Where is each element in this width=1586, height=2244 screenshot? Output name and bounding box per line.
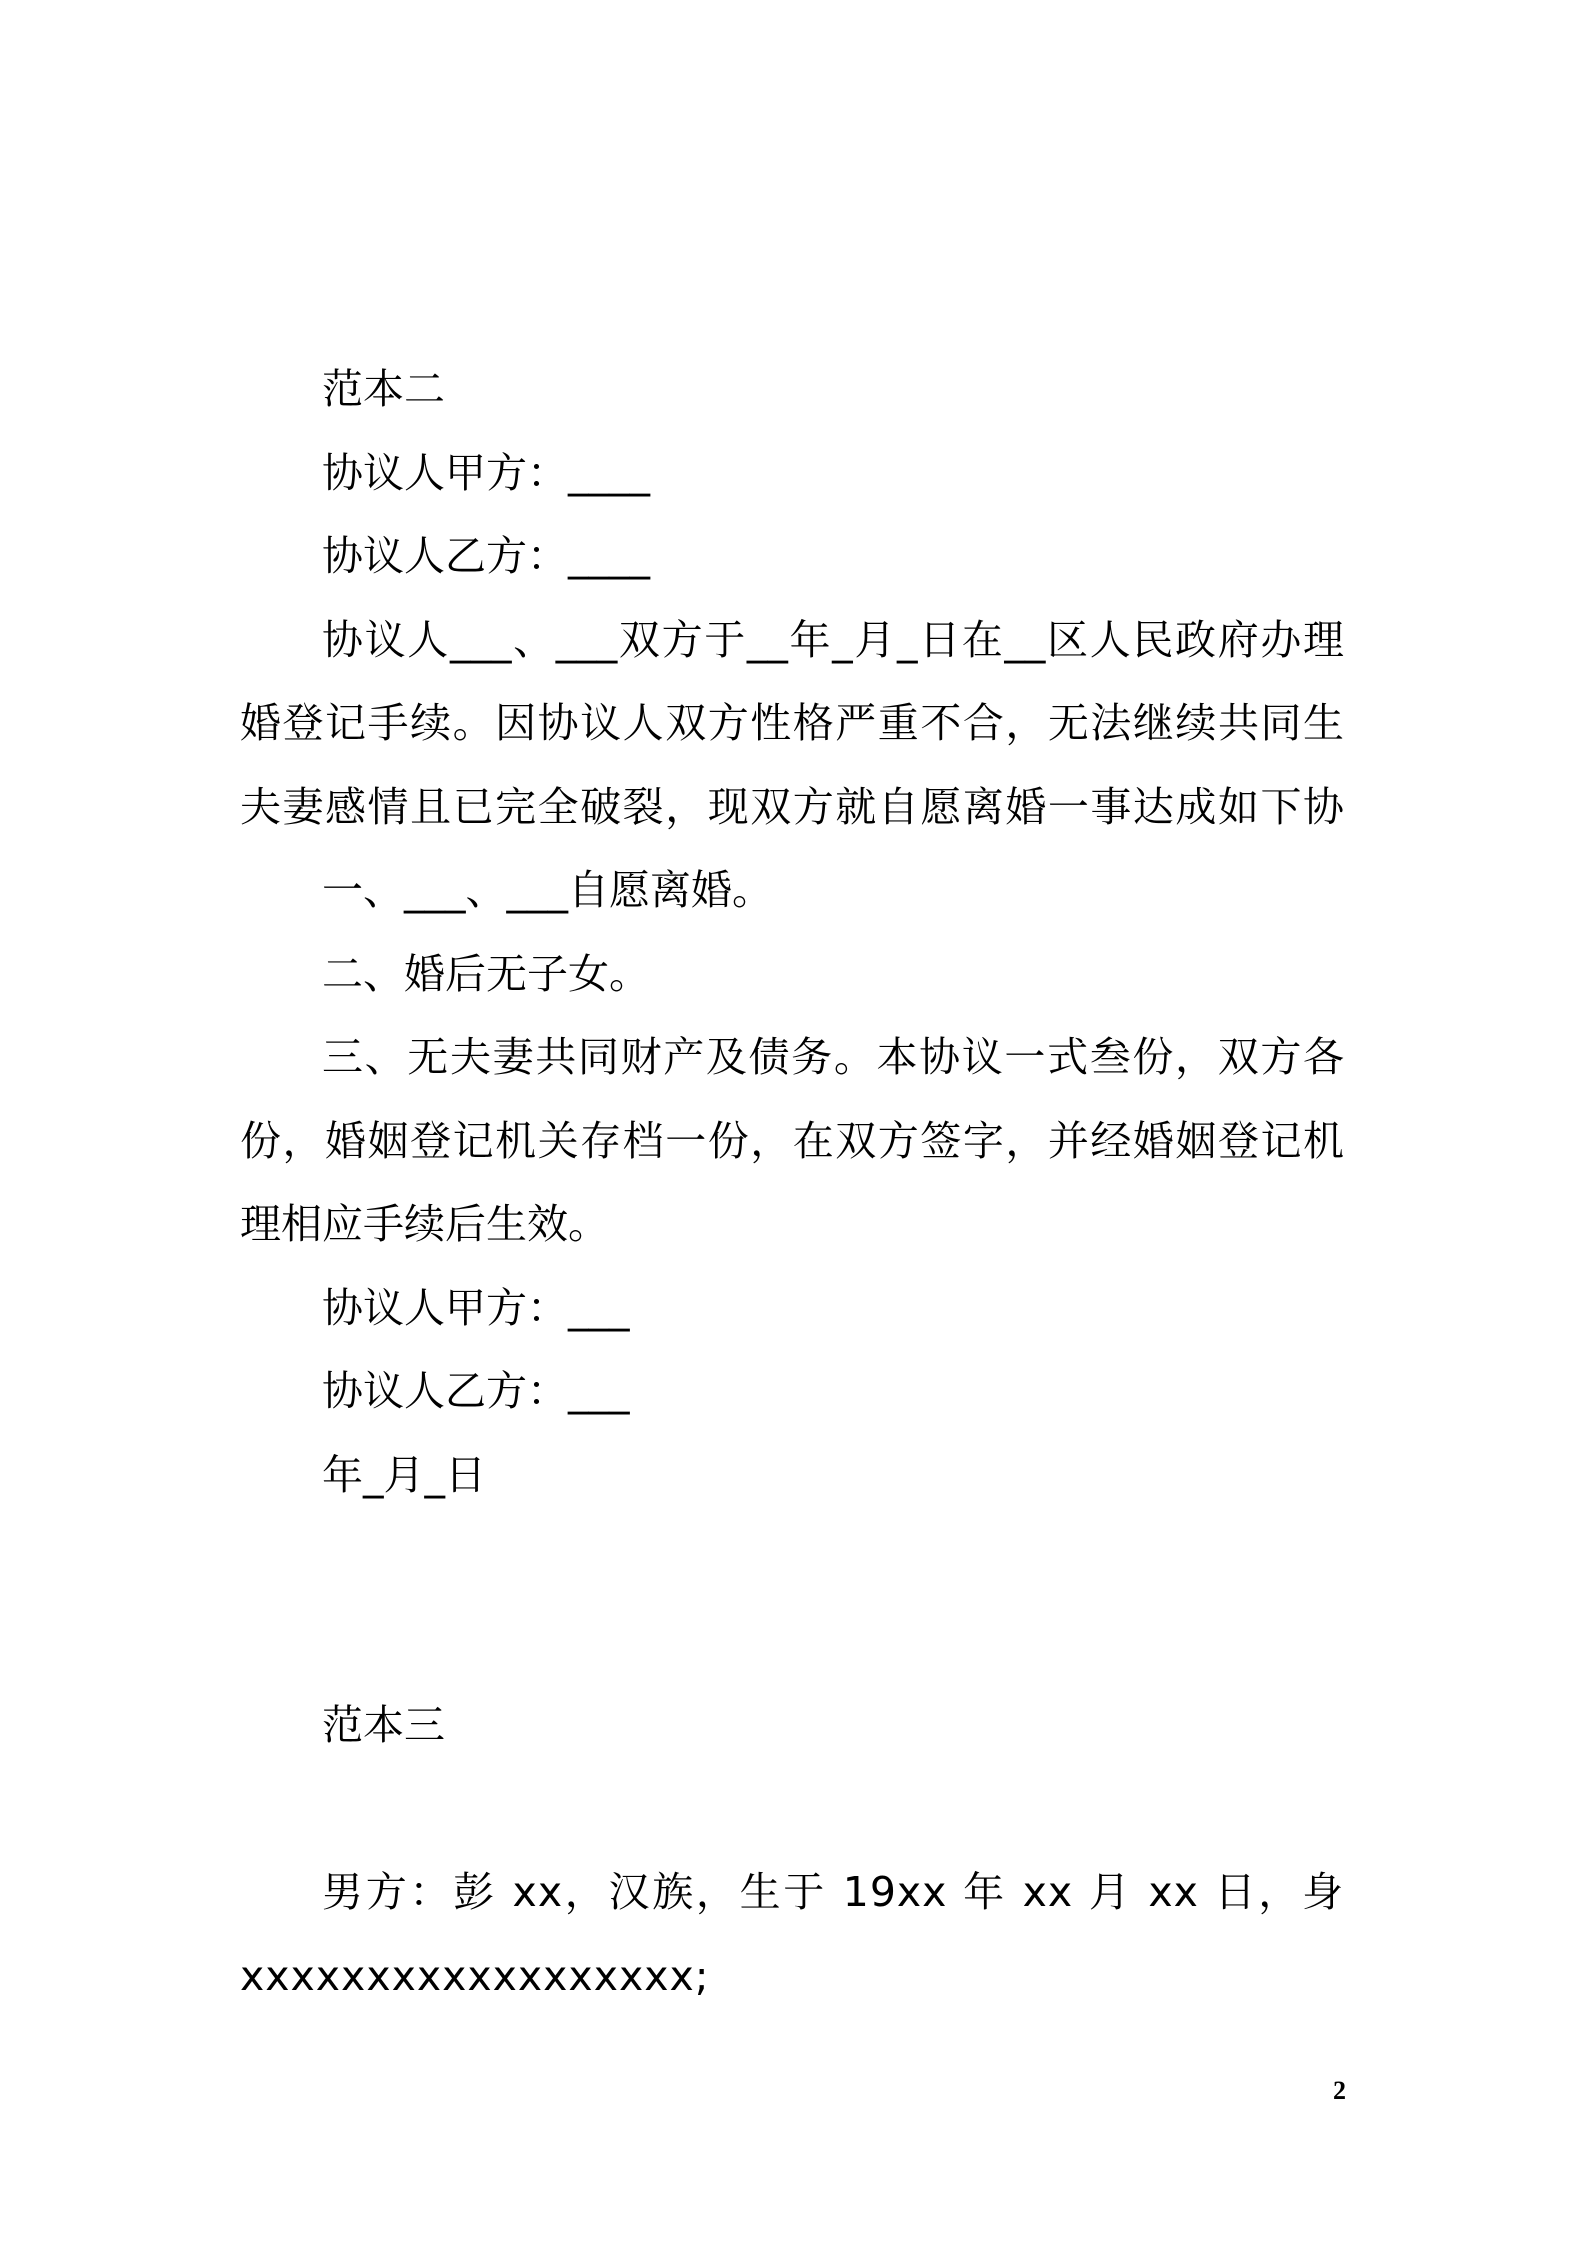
party-b-signature: 协议人乙方：___ bbox=[322, 1367, 630, 1415]
party-a-signature: 协议人甲方：___ bbox=[322, 1283, 630, 1332]
male-info-line: xxxxxxxxxxxxxxxxxx; bbox=[240, 1951, 710, 2000]
clause-3-line: 份，婚姻登记机关存档一份，在双方签字，并经婚姻登记机 bbox=[240, 1116, 1344, 1165]
blank-line bbox=[240, 1768, 1344, 1852]
male-info-paragraph bbox=[240, 1851, 1344, 2018]
signature-date: 年_月_日 bbox=[322, 1450, 486, 1499]
party-a-field-top: 协议人甲方：____ bbox=[322, 448, 650, 497]
blank-line bbox=[240, 1601, 1344, 1685]
intro-line: 夫妻感情且已完全破裂，现双方就自愿离婚一事达成如下协 bbox=[240, 782, 1344, 831]
party-b-field-top: 协议人乙方：____ bbox=[322, 532, 650, 580]
clause-3-line: 三、无夫妻共同财产及债务。本协议一式叁份，双方各 bbox=[322, 1033, 1344, 1081]
document-body bbox=[240, 348, 1344, 2018]
clause-2: 二、婚后无子女。 bbox=[322, 949, 650, 998]
clause-3-paragraph bbox=[240, 1016, 1344, 1267]
intro-line: 协议人___、___双方于__年_月_日在__区人民政府办理 bbox=[322, 615, 1344, 664]
sample3-title: 范本三 bbox=[322, 1701, 445, 1749]
clause-1: 一、___、___自愿离婚。 bbox=[322, 866, 773, 914]
intro-line: 婚登记手续。因协议人双方性格严重不合，无法继续共同生 bbox=[240, 699, 1344, 747]
intro-paragraph bbox=[240, 599, 1344, 850]
sample2-title: 范本二 bbox=[322, 365, 445, 413]
male-info-line: 男方：彭 xx，汉族，生于 19xx 年 xx 月 xx 日，身 bbox=[322, 1868, 1344, 1916]
clause-3-line: 理相应手续后生效。 bbox=[240, 1200, 609, 1248]
page-number: 2 bbox=[1333, 2076, 1346, 2105]
blank-line bbox=[240, 1517, 1344, 1601]
